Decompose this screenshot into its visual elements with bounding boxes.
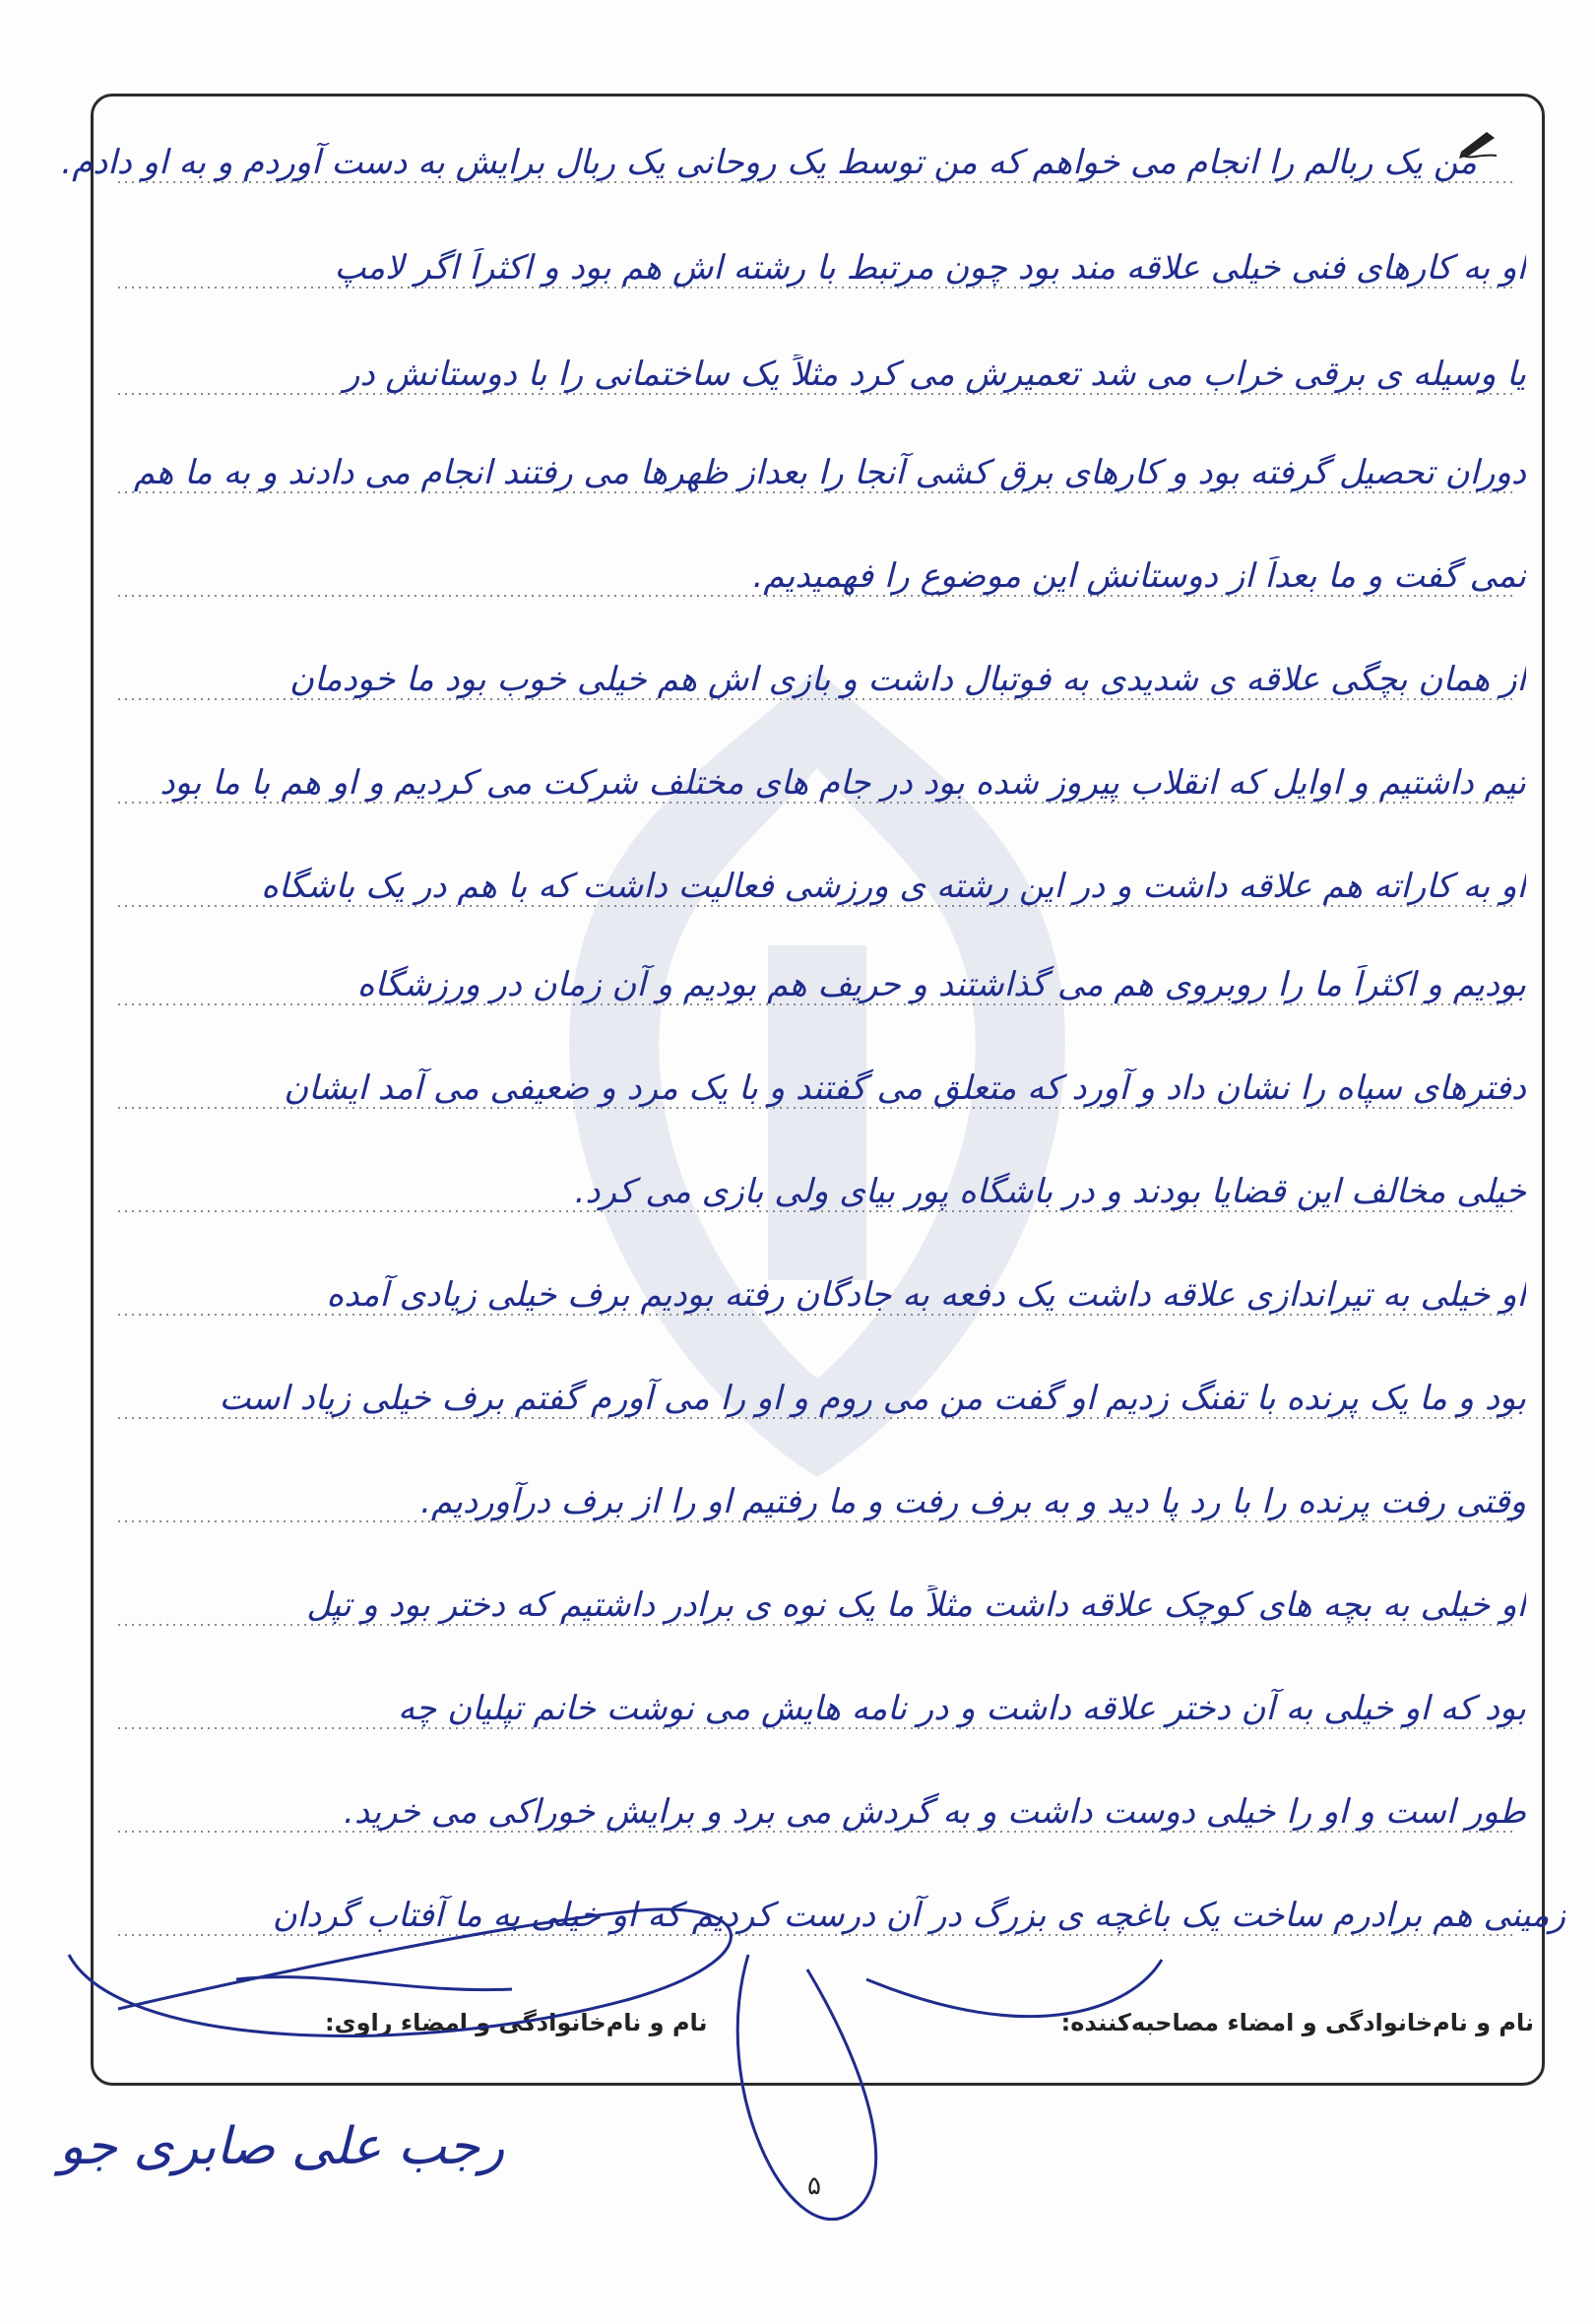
page-number: ۵ [807,2171,821,2201]
handwritten-line: او خیلی به بچه های کوچک علاقه داشت مثلاً ما یک نوه ی برادر داشتیم که دختر بود و تپل [306,1585,1526,1625]
handwritten-line: دوران تحصیل گرفته بود و کارهای برق کشی آنجا را بعداز ظهرها می رفتند انجام می دادند و به ما هم [133,453,1526,492]
narrator-signature-label: نام و نام‌خانوادگی و امضاء راوی: [325,2009,708,2036]
handwritten-line: بودیم و اکثراً ما را روبروی هم می گذاشتند و حریف هم بودیم و آن زمان در ورزشگاه [356,965,1526,1004]
narrator-signature: رجب علی صابری جو [59,2117,505,2176]
handwritten-line: تیم داشتیم و اوایل که انقلاب پیروز شده بود در جام های مختلف شرکت می کردیم و او هم با ما بود [160,763,1526,803]
handwritten-line: یا وسیله ی برقی خراب می شد تعمیرش می کرد مثلاً یک ساختمانی را با دوستانش در [344,355,1526,394]
handwritten-line: وقتی رفت پرنده را با رد پا دید و به برف رفت و ما رفتیم او را از برف درآوردیم. [420,1482,1526,1521]
handwritten-line: نمی گفت و ما بعداً از دوستانش این موضوع را فهمیدیم. [752,556,1526,596]
handwritten-line: از همان بچگی علاقه ی شدیدی به فوتبال داشت و بازی اش هم خیلی خوب بود ما خودمان [289,660,1526,699]
handwritten-line: بود که او خیلی به آن دختر علاقه داشت و در نامه هایش می نوشت خانم تپلیان چه [398,1689,1526,1728]
handwritten-line: زمینی هم برادرم ساخت یک باغچه ی بزرگ در آن درست کردیم که او خیلی به ما آفتاب گردان [272,1896,1565,1935]
handwritten-line: او به کاراته هم علاقه داشت و در این رشته ی ورزشی فعالیت داشت که با هم در یک باشگاه [261,867,1526,906]
handwritten-line: بود و ما یک پرنده با تفنگ زدیم او گفت من می روم و او را می آورم گفتم برف خیلی زیاد است [219,1379,1526,1418]
handwritten-line: او خیلی به تیراندازی علاقه داشت یک دفعه به جادگان رفته بودیم برف خیلی زیادی آمده [326,1275,1526,1315]
handwritten-line: طور است و او را خیلی دوست داشت و به گردش می برد و برایش خوراکی می خرید. [344,1792,1526,1832]
handwritten-line: من یک ربالم را انجام می خواهم که من توسط یک روحانی یک ربال برایش به دست آوردم و به او دادم. [61,143,1477,182]
interviewer-signature-label: نام و نام‌خانوادگی و امضاء مصاحبه‌کننده: [1060,2009,1534,2036]
handwritten-line: خیلی مخالف این قضایا بودند و در باشگاه پور بیای ولی بازی می کرد. [574,1172,1526,1211]
handwritten-line: دفترهای سپاه را نشان داد و آورد که متعلق می گفتند و با یک مرد و ضعیفی می آمد ایشان [284,1068,1526,1108]
handwritten-line: او به کارهای فنی خیلی علاقه مند بود چون مرتبط با رشته اش هم بود و اکثراً اگر لامپ [334,248,1526,288]
